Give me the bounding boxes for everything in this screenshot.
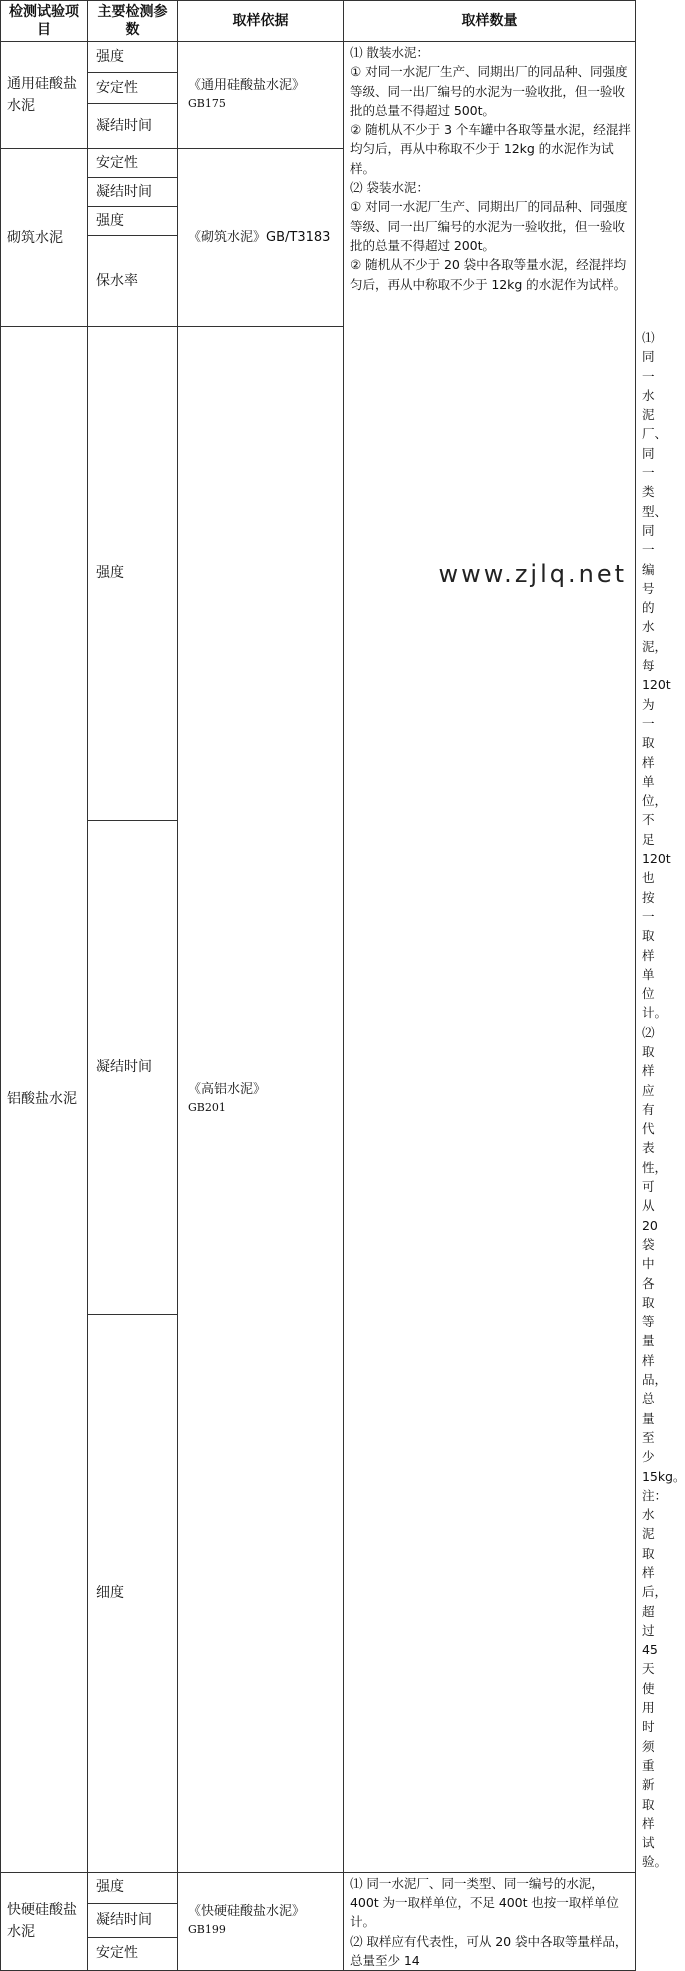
category-cell: 铝酸盐水泥 [1, 327, 88, 1873]
basis-code: GB199 [188, 1923, 226, 1937]
quantity-line: ⑵ 取样应有代表性，可从 20 袋中各取等量样品，总量至少 14 [350, 1933, 628, 1968]
quantity-line: ① 对同一水泥厂生产、同期出厂的同品种、同强度等级、同一出厂编号的水泥为一验收批，但一验收批的总量不得超过 200t。 [350, 199, 628, 253]
param-cell: 强度 [88, 42, 178, 73]
basis-name: 《通用硅酸盐水泥》 [188, 78, 306, 93]
category-cell: 通用硅酸盐水泥 [1, 42, 88, 149]
param-cell: 凝结时间 [88, 104, 178, 149]
site-watermark: www.zjlq.net [438, 560, 627, 588]
table-row: 铝酸盐水泥 强度 《高铝水泥》 GB201 ⑴ 同一水泥厂、同一类型、同一编号的水泥，每 120t 为一取样单位，不足 120t 也按一取样单位计。 ⑵ 取样应有代表性，可从 20 袋中各取等量样品，总量至少 15kg。 注：水泥取样后，超过 45 天使用时须重新取样试验。 [1, 327, 636, 821]
param-cell: 强度 [88, 207, 178, 236]
quantity-line: ⑵ 袋装水泥： [350, 180, 429, 196]
basis-code: GB175 [188, 97, 226, 110]
quantity-line: ⑴ 同一水泥厂、同一类型、同一编号的水泥，400t 为一取样单位，不足 400t 也按一取样单位计。 [350, 1875, 619, 1930]
param-cell: 安定性 [88, 1937, 178, 1971]
param-cell: 强度 [88, 327, 178, 821]
quantity-line: ② 随机从不少于 3 个车罐中各取等量水泥，经混拌均匀后，再从中称取不少于 12kg 的水泥作为试样。 [350, 122, 631, 176]
basis-cell [178, 1872, 344, 1970]
table-row [1, 42, 636, 73]
quantity-line: ⑴ 散装水泥： [350, 45, 429, 60]
param-cell: 细度 [88, 1315, 178, 1872]
quantity-cell [344, 1872, 636, 1970]
category-cell: 砌筑水泥 [1, 149, 88, 327]
basis-cell [178, 149, 344, 327]
header-sampling-quantity: 取样数量 [344, 1, 636, 42]
table-row [1, 1872, 636, 1903]
basis-cell [178, 42, 344, 149]
quantity-line: ① 对同一水泥厂生产、同期出厂的同品种、同强度等级、同一出厂编号的水泥为一验收批，但一验收批的总量不得超过 500t。 [350, 64, 628, 118]
param-cell: 安定性 [88, 149, 178, 178]
basis-name: 《砌筑水泥》GB/T3183 [188, 229, 331, 245]
basis-cell [178, 327, 344, 1873]
basis-name: 《高铝水泥》 [188, 1082, 267, 1098]
param-cell: 安定性 [88, 73, 178, 104]
param-cell: 凝结时间 [88, 178, 178, 207]
quantity-cell [344, 42, 636, 1873]
param-cell: 凝结时间 [88, 821, 178, 1315]
param-cell: 凝结时间 [88, 1904, 178, 1938]
category-cell: 快硬硅酸盐水泥 [1, 1872, 88, 1970]
basis-code: GB201 [188, 1101, 226, 1115]
param-cell: 保水率 [88, 236, 178, 327]
basis-name: 《快硬硅酸盐水泥》 [188, 1904, 306, 1920]
header-test-item: 检测试验项目 [1, 1, 88, 42]
param-cell: 强度 [88, 1872, 178, 1903]
header-main-params: 主要检测参数 [88, 1, 178, 42]
quantity-line: ② 随机从不少于 20 袋中各取等量水泥，经混拌均匀后，再从中称取不少于 12kg 的水泥作为试样。 [350, 257, 627, 292]
header-row [1, 1, 636, 42]
header-sampling-basis: 取样依据 [178, 1, 344, 42]
